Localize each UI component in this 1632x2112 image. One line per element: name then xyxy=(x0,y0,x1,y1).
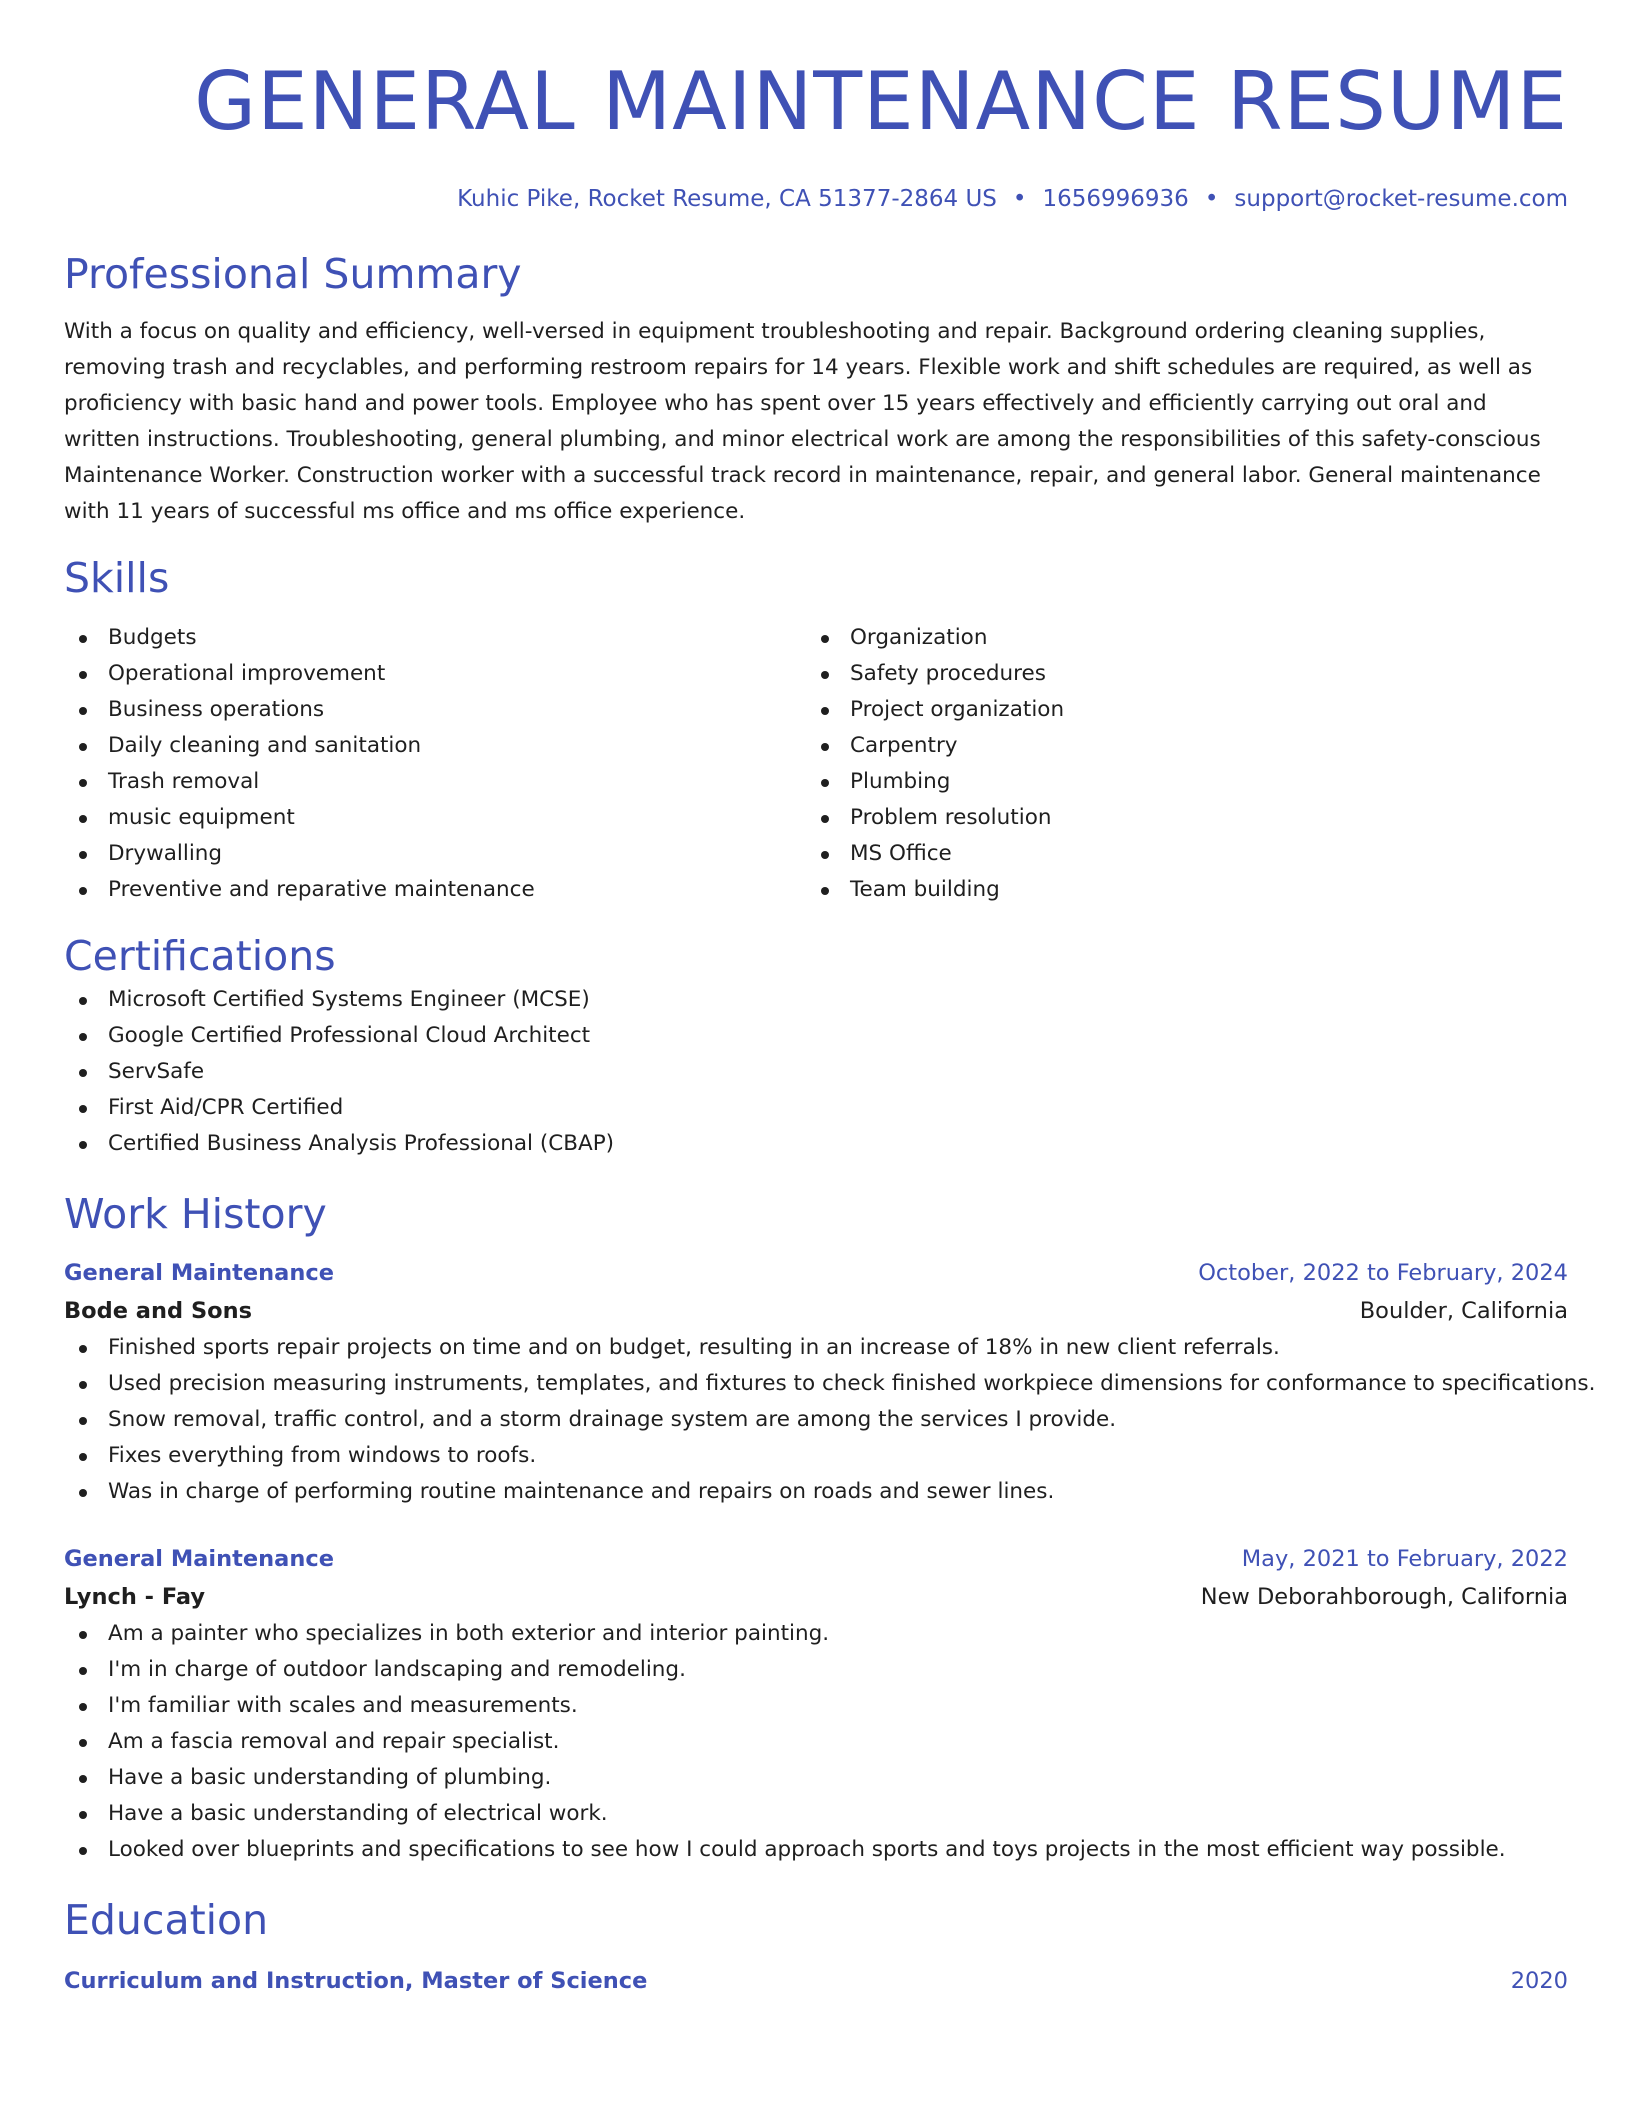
job-bullet: Finished sports repair projects on time and on budget, resulting in an increase of 18% in new client referrals. xyxy=(64,1330,1568,1366)
contact-separator: • xyxy=(1012,186,1027,212)
summary-heading: Professional Summary xyxy=(64,250,522,298)
education-heading: Education xyxy=(64,1896,269,1944)
education-entry xyxy=(64,1962,1568,2000)
job-entry xyxy=(64,1254,1596,1510)
skill-item: Budgets xyxy=(64,620,806,656)
education-year: 2020 xyxy=(1510,1968,1568,1994)
skill-item: Trash removal xyxy=(64,764,806,800)
contact-phone: 1656996936 xyxy=(1042,186,1189,212)
skills-list-left xyxy=(64,620,806,908)
skill-item: Organization xyxy=(806,620,1548,656)
skills-grid xyxy=(64,620,1568,908)
job-company-row xyxy=(64,1578,1568,1616)
job-dates: October, 2022 to February, 2024 xyxy=(1198,1260,1568,1286)
work-history-heading: Work History xyxy=(64,1190,327,1238)
job-bullet: Have a basic understanding of plumbing. xyxy=(64,1760,1568,1796)
job-bullet: I'm in charge of outdoor landscaping and remodeling. xyxy=(64,1652,1568,1688)
skill-item: Team building xyxy=(806,872,1548,908)
certification-item: Google Certified Professional Cloud Architect xyxy=(64,1018,1568,1054)
resume-title: GENERAL MAINTENANCE RESUME xyxy=(194,55,1568,148)
job-location: New Deborahborough, California xyxy=(1200,1584,1568,1610)
skill-item: Project organization xyxy=(806,692,1548,728)
job-title: General Maintenance xyxy=(64,1260,334,1286)
job-dates: May, 2021 to February, 2022 xyxy=(1241,1546,1568,1572)
skill-item: Operational improvement xyxy=(64,656,806,692)
certifications-heading: Certifications xyxy=(64,932,336,980)
education-degree: Curriculum and Instruction, Master of Science xyxy=(64,1968,648,1994)
contact-address: Kuhic Pike, Rocket Resume, CA 51377-2864 US xyxy=(457,186,997,212)
job-company-row xyxy=(64,1292,1568,1330)
certification-item: ServSafe xyxy=(64,1054,1568,1090)
job-bullet: Used precision measuring instruments, templates, and fixtures to check finished workpiece dimensions for conformance to specifications. xyxy=(64,1366,1568,1402)
job-title-row xyxy=(64,1540,1568,1578)
skill-item: Business operations xyxy=(64,692,806,728)
job-bullet: Am a fascia removal and repair specialist. xyxy=(64,1724,1568,1760)
job-company: Bode and Sons xyxy=(64,1298,253,1324)
skills-list-right xyxy=(806,620,1548,908)
skill-item: Daily cleaning and sanitation xyxy=(64,728,806,764)
job-location: Boulder, California xyxy=(1359,1298,1568,1324)
job-bullet-list xyxy=(64,1616,1568,1868)
job-entry xyxy=(64,1540,1568,1868)
skill-item: Drywalling xyxy=(64,836,806,872)
job-bullet: I'm familiar with scales and measurements. xyxy=(64,1688,1568,1724)
skill-item: Safety procedures xyxy=(806,656,1548,692)
skill-item: Carpentry xyxy=(806,728,1548,764)
skill-item: Preventive and reparative maintenance xyxy=(64,872,806,908)
job-bullet: Snow removal, traffic control, and a storm drainage system are among the services I provide. xyxy=(64,1402,1568,1438)
job-bullet: Am a painter who specializes in both exterior and interior painting. xyxy=(64,1616,1568,1652)
skill-item: Problem resolution xyxy=(806,800,1548,836)
job-bullet: Looked over blueprints and specifications to see how I could approach sports and toys projects in the most efficient way possible. xyxy=(64,1832,1568,1868)
contact-line xyxy=(64,182,1568,216)
skill-item: Plumbing xyxy=(806,764,1548,800)
skills-heading: Skills xyxy=(64,554,170,602)
job-title: General Maintenance xyxy=(64,1546,334,1572)
skill-item: music equipment xyxy=(64,800,806,836)
job-bullet: Fixes everything from windows to roofs. xyxy=(64,1438,1568,1474)
skill-item: MS Office xyxy=(806,836,1548,872)
job-bullet: Was in charge of performing routine maintenance and repairs on roads and sewer lines. xyxy=(64,1474,1568,1510)
certification-item: Microsoft Certified Systems Engineer (MCSE) xyxy=(64,982,1568,1018)
job-bullet: Have a basic understanding of electrical work. xyxy=(64,1796,1568,1832)
summary-text: With a focus on quality and efficiency, well-versed in equipment troubleshooting and repair. Background ordering cleaning supplies, removing trash and recyclables, and performing restroom repairs for 14 years. Flexible work and shift schedules are required, as well as proficiency with basic hand and power tools. Employee who has spent over 15 years effectively and efficiently carrying out oral and written instructions. Troubleshooting, general plumbing, and minor electrical work are among the responsibilities of this safety-conscious Maintenance Worker. Construction worker with a successful track record in maintenance, repair, and general labor. General maintenance with 11 years of successful ms office and ms office experience. xyxy=(64,319,1541,524)
job-company: Lynch - Fay xyxy=(64,1584,206,1610)
contact-separator: • xyxy=(1204,186,1219,212)
certifications-list xyxy=(64,982,1568,1162)
certification-item: Certified Business Analysis Professional (CBAP) xyxy=(64,1126,1568,1162)
job-bullet-list xyxy=(64,1330,1596,1510)
job-title-row xyxy=(64,1254,1568,1292)
contact-email[interactable]: support@rocket-resume.com xyxy=(1234,186,1568,212)
certification-item: First Aid/CPR Certified xyxy=(64,1090,1568,1126)
